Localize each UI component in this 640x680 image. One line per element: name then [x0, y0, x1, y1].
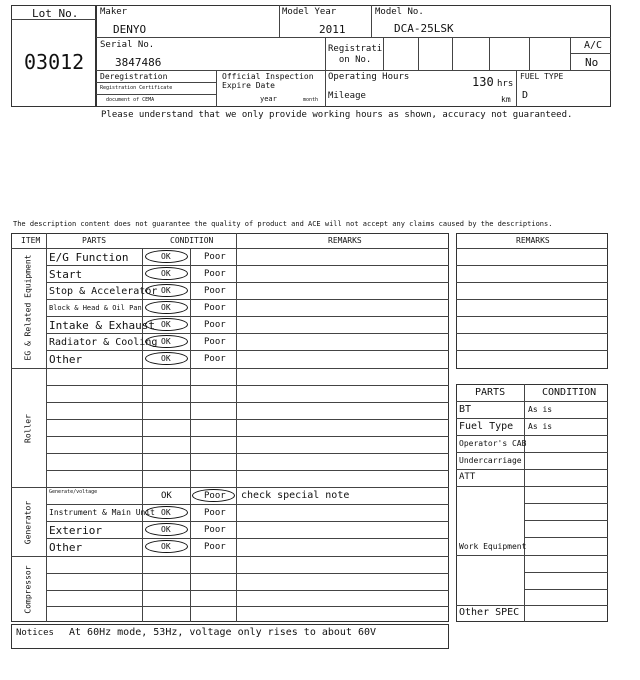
ok-option: OK — [161, 286, 171, 295]
generator-remark: check special note — [241, 490, 350, 501]
roller-section-label: Roller — [23, 414, 33, 443]
eg-part-label: Radiator & Cooling — [49, 337, 158, 348]
registration-label: Registrati on No. — [328, 44, 383, 65]
ok-option: OK — [161, 542, 171, 551]
inspection-label: Official Inspection Expire Date — [222, 72, 314, 90]
lot-label: Lot No. — [32, 7, 79, 20]
eg-part-label: Stop & Accelerator — [49, 286, 158, 297]
condition-header: CONDITION — [170, 236, 214, 245]
serial-label: Serial No. — [100, 40, 155, 50]
item-header: ITEM — [21, 236, 41, 245]
poor-option: Poor — [204, 491, 226, 501]
work-equipment-label: Work Equipment — [459, 542, 527, 551]
ac-label: A/C — [584, 40, 603, 51]
ok-option: OK — [161, 252, 171, 261]
hours-disclaimer: Please understand that we only provide working hours as shown, accuracy not guaranteed. — [101, 110, 573, 120]
maker-label: Maker — [100, 7, 128, 17]
eg-section-label: EG & Related Equipment — [23, 254, 33, 361]
eg-part-label: Other — [49, 353, 83, 366]
right-part-label: BT — [459, 404, 472, 415]
poor-option: Poor — [204, 354, 226, 364]
generator-section-label: Generator — [23, 500, 33, 545]
month-label: month — [303, 97, 319, 103]
eg-part-label: E/G Function — [49, 251, 129, 264]
eg-part-label: Block & Head & Oil Pan — [49, 304, 142, 312]
fuel-type-label: FUEL TYPE — [520, 72, 564, 81]
year-label: year — [260, 95, 277, 103]
serial-value: 3847486 — [115, 56, 162, 69]
fuel-type-value: D — [522, 90, 529, 101]
poor-option: Poor — [204, 320, 226, 330]
right-condition-value: As is — [528, 422, 553, 431]
eg-part-label: Start — [49, 268, 83, 281]
right-part-label: Operator's CAB — [459, 439, 527, 448]
notices-text: At 60Hz mode, 53Hz, voltage only rises to about 60V — [69, 627, 377, 638]
operating-hours-label: Operating Hours — [328, 72, 410, 82]
ok-option: OK — [161, 491, 172, 501]
right-condition-value: As is — [528, 405, 553, 414]
compressor-section-label: Compressor — [23, 565, 33, 614]
registration-certificate-label: Registration Certificate — [100, 85, 173, 91]
hrs-unit: hrs — [497, 79, 514, 89]
generator-part-label: Exterior — [49, 524, 102, 537]
ok-option: OK — [161, 337, 171, 346]
mileage-label: Mileage — [328, 91, 366, 101]
ok-option: OK — [161, 354, 171, 363]
deregistration-label: Deregistration — [100, 72, 168, 81]
generator-part-label: Generate/voltage — [49, 489, 98, 495]
operating-hours-value: 130 — [472, 75, 494, 89]
parts-header: PARTS — [82, 236, 107, 245]
ok-option: OK — [161, 269, 171, 278]
poor-option: Poor — [204, 508, 226, 518]
poor-option: Poor — [204, 252, 226, 262]
parts-right-header: PARTS — [475, 387, 506, 398]
condition-right-header: CONDITION — [542, 387, 597, 398]
right-part-label: Fuel Type — [459, 421, 514, 432]
model-no-label: Model No. — [375, 7, 424, 17]
cema-document-label: document of CEMA — [106, 97, 155, 103]
ok-option: OK — [161, 525, 171, 534]
right-part-label: Undercarriage — [459, 456, 522, 465]
poor-option: Poor — [204, 542, 226, 552]
description-disclaimer: The description content does not guarantee the quality of product and ACE will not accept any claims caused by the descriptions. — [13, 220, 553, 228]
generator-part-label: Other — [49, 541, 83, 554]
eg-part-label: Intake & Exhaust — [49, 319, 155, 332]
model-year-label: Model Year — [282, 7, 337, 17]
km-unit: km — [501, 95, 511, 104]
right-part-label: ATT — [459, 472, 476, 482]
lot-number: 03012 — [24, 50, 85, 74]
ac-value: No — [585, 56, 599, 69]
ok-option: OK — [161, 508, 171, 517]
ok-option: OK — [161, 303, 171, 312]
model-no-value: DCA-25LSK — [394, 22, 454, 35]
model-year-value: 2011 — [319, 23, 346, 36]
remarks-right-header: REMARKS — [516, 236, 550, 245]
other-spec-label: Other SPEC — [459, 607, 520, 618]
remarks-header: REMARKS — [328, 236, 362, 245]
poor-option: Poor — [204, 303, 226, 313]
maker-value: DENYO — [113, 23, 147, 36]
ok-option: OK — [161, 320, 171, 329]
poor-option: Poor — [204, 269, 226, 279]
poor-option: Poor — [204, 286, 226, 296]
poor-option: Poor — [204, 525, 226, 535]
notices-label: Notices — [16, 628, 54, 638]
generator-part-label: Instrument & Main Unit — [49, 508, 155, 517]
poor-option: Poor — [204, 337, 226, 347]
